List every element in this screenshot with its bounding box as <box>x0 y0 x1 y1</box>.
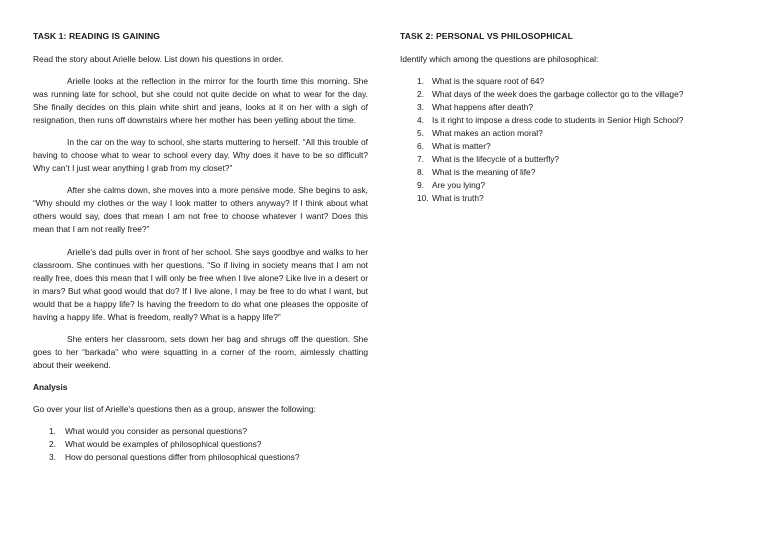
list-item <box>400 140 735 153</box>
list-item-number: 2. <box>49 438 56 449</box>
list-item <box>400 101 735 114</box>
list-item <box>400 192 735 205</box>
list-item-number: 8. <box>417 167 424 178</box>
list-item-text: What is the lifecycle of a butterfly? <box>432 154 560 165</box>
list-item-number: 3. <box>49 451 56 462</box>
task2-title: TASK 2: PERSONAL VS PHILOSOPHICAL <box>400 31 573 41</box>
list-item-text: Is it right to impose a dress code to students in Senior High School? <box>432 115 684 126</box>
list-item <box>33 451 368 464</box>
list-item-text: What makes an action moral? <box>432 128 543 139</box>
list-item-text: What is truth? <box>432 193 484 204</box>
list-item <box>400 75 735 88</box>
task2-intro: Identify which among the questions are philosophical: <box>400 54 599 65</box>
story-paragraph-4: Arielle’s dad pulls over in front of her school. She says goodbye and walks to her classroom. She continues with her questions. “So if living in society means that I am not really free, does this mean that I will only be free when I live alone? Like live in a desert or in mars? But what good would that do? If I live alone, I may be free to do what I want, but would that be a happy life? Is having the freedom to do what one pleases the opposite of having a happy life. What is freedom, really? What is a happy life?” <box>33 246 368 322</box>
list-item-number: 4. <box>417 115 424 126</box>
list-item-number: 1. <box>49 425 56 436</box>
list-item-text: What is matter? <box>432 141 491 152</box>
task2-question-list <box>400 75 735 205</box>
story-paragraph-3: After she calms down, she moves into a more pensive mode. She begins to ask, “Why should my clothes or the way I look matter to others anyway? If I think about what others would say, does that mean I am not free to choose whatever I want? Does this mean that I am not really free?” <box>33 185 368 235</box>
list-item-number: 3. <box>417 102 424 113</box>
list-item-text: What would you consider as personal questions? <box>65 425 248 436</box>
list-item-number: 1. <box>417 76 424 87</box>
list-item-text: How do personal questions differ from philosophical questions? <box>65 451 300 462</box>
list-item <box>400 179 735 192</box>
list-item-text: What would be examples of philosophical questions? <box>65 438 262 449</box>
list-item-text: What days of the week does the garbage collector go to the village? <box>432 89 684 100</box>
list-item-text: What is the meaning of life? <box>432 167 536 178</box>
analysis-question-list <box>33 425 368 464</box>
list-item-number: 7. <box>417 154 424 165</box>
task1-column <box>33 30 368 464</box>
list-item <box>33 425 368 438</box>
story-paragraph-5: She enters her classroom, sets down her bag and shrugs off the question. She goes to her “barkada” who were squatting in a corner of the room, aimlessly chatting about their weekend. <box>33 333 368 370</box>
list-item-number: 6. <box>417 141 424 152</box>
list-item-text: What happens after death? <box>432 102 534 113</box>
analysis-heading: Analysis <box>33 381 68 392</box>
analysis-intro: Go over your list of Arielle’s questions then as a group, answer the following: <box>33 403 316 414</box>
list-item-text: Are you lying? <box>432 180 486 191</box>
list-item <box>400 153 735 166</box>
list-item-number: 5. <box>417 128 424 139</box>
list-item <box>400 166 735 179</box>
list-item-text: What is the square root of 64? <box>432 76 545 87</box>
task1-intro: Read the story about Arielle below. List down his questions in order. <box>33 54 284 65</box>
list-item <box>33 438 368 451</box>
task2-column <box>400 30 735 205</box>
list-item-number: 9. <box>417 180 424 191</box>
task1-title: TASK 1: READING IS GAINING <box>33 31 161 41</box>
list-item-number: 2. <box>417 89 424 100</box>
list-item <box>400 114 735 127</box>
story-paragraph-2: In the car on the way to school, she starts muttering to herself. “All this trouble of having to choose what to wear to school every day. Why does it have to be so difficult? Why can’t I just wear anything I grab from my closet?” <box>33 137 368 174</box>
list-item <box>400 88 735 101</box>
list-item <box>400 127 735 140</box>
list-item-number: 10. <box>417 193 429 204</box>
story-paragraph-1: Arielle looks at the reflection in the mirror for the fourth time this morning. She was running late for school, but she could not quite decide on what to wear for the day. She finally decides on this plain white shirt and jeans, looks at it on her with a sigh of resignation, then runs off downstairs where her mother has been yelling about the time. <box>33 76 368 126</box>
